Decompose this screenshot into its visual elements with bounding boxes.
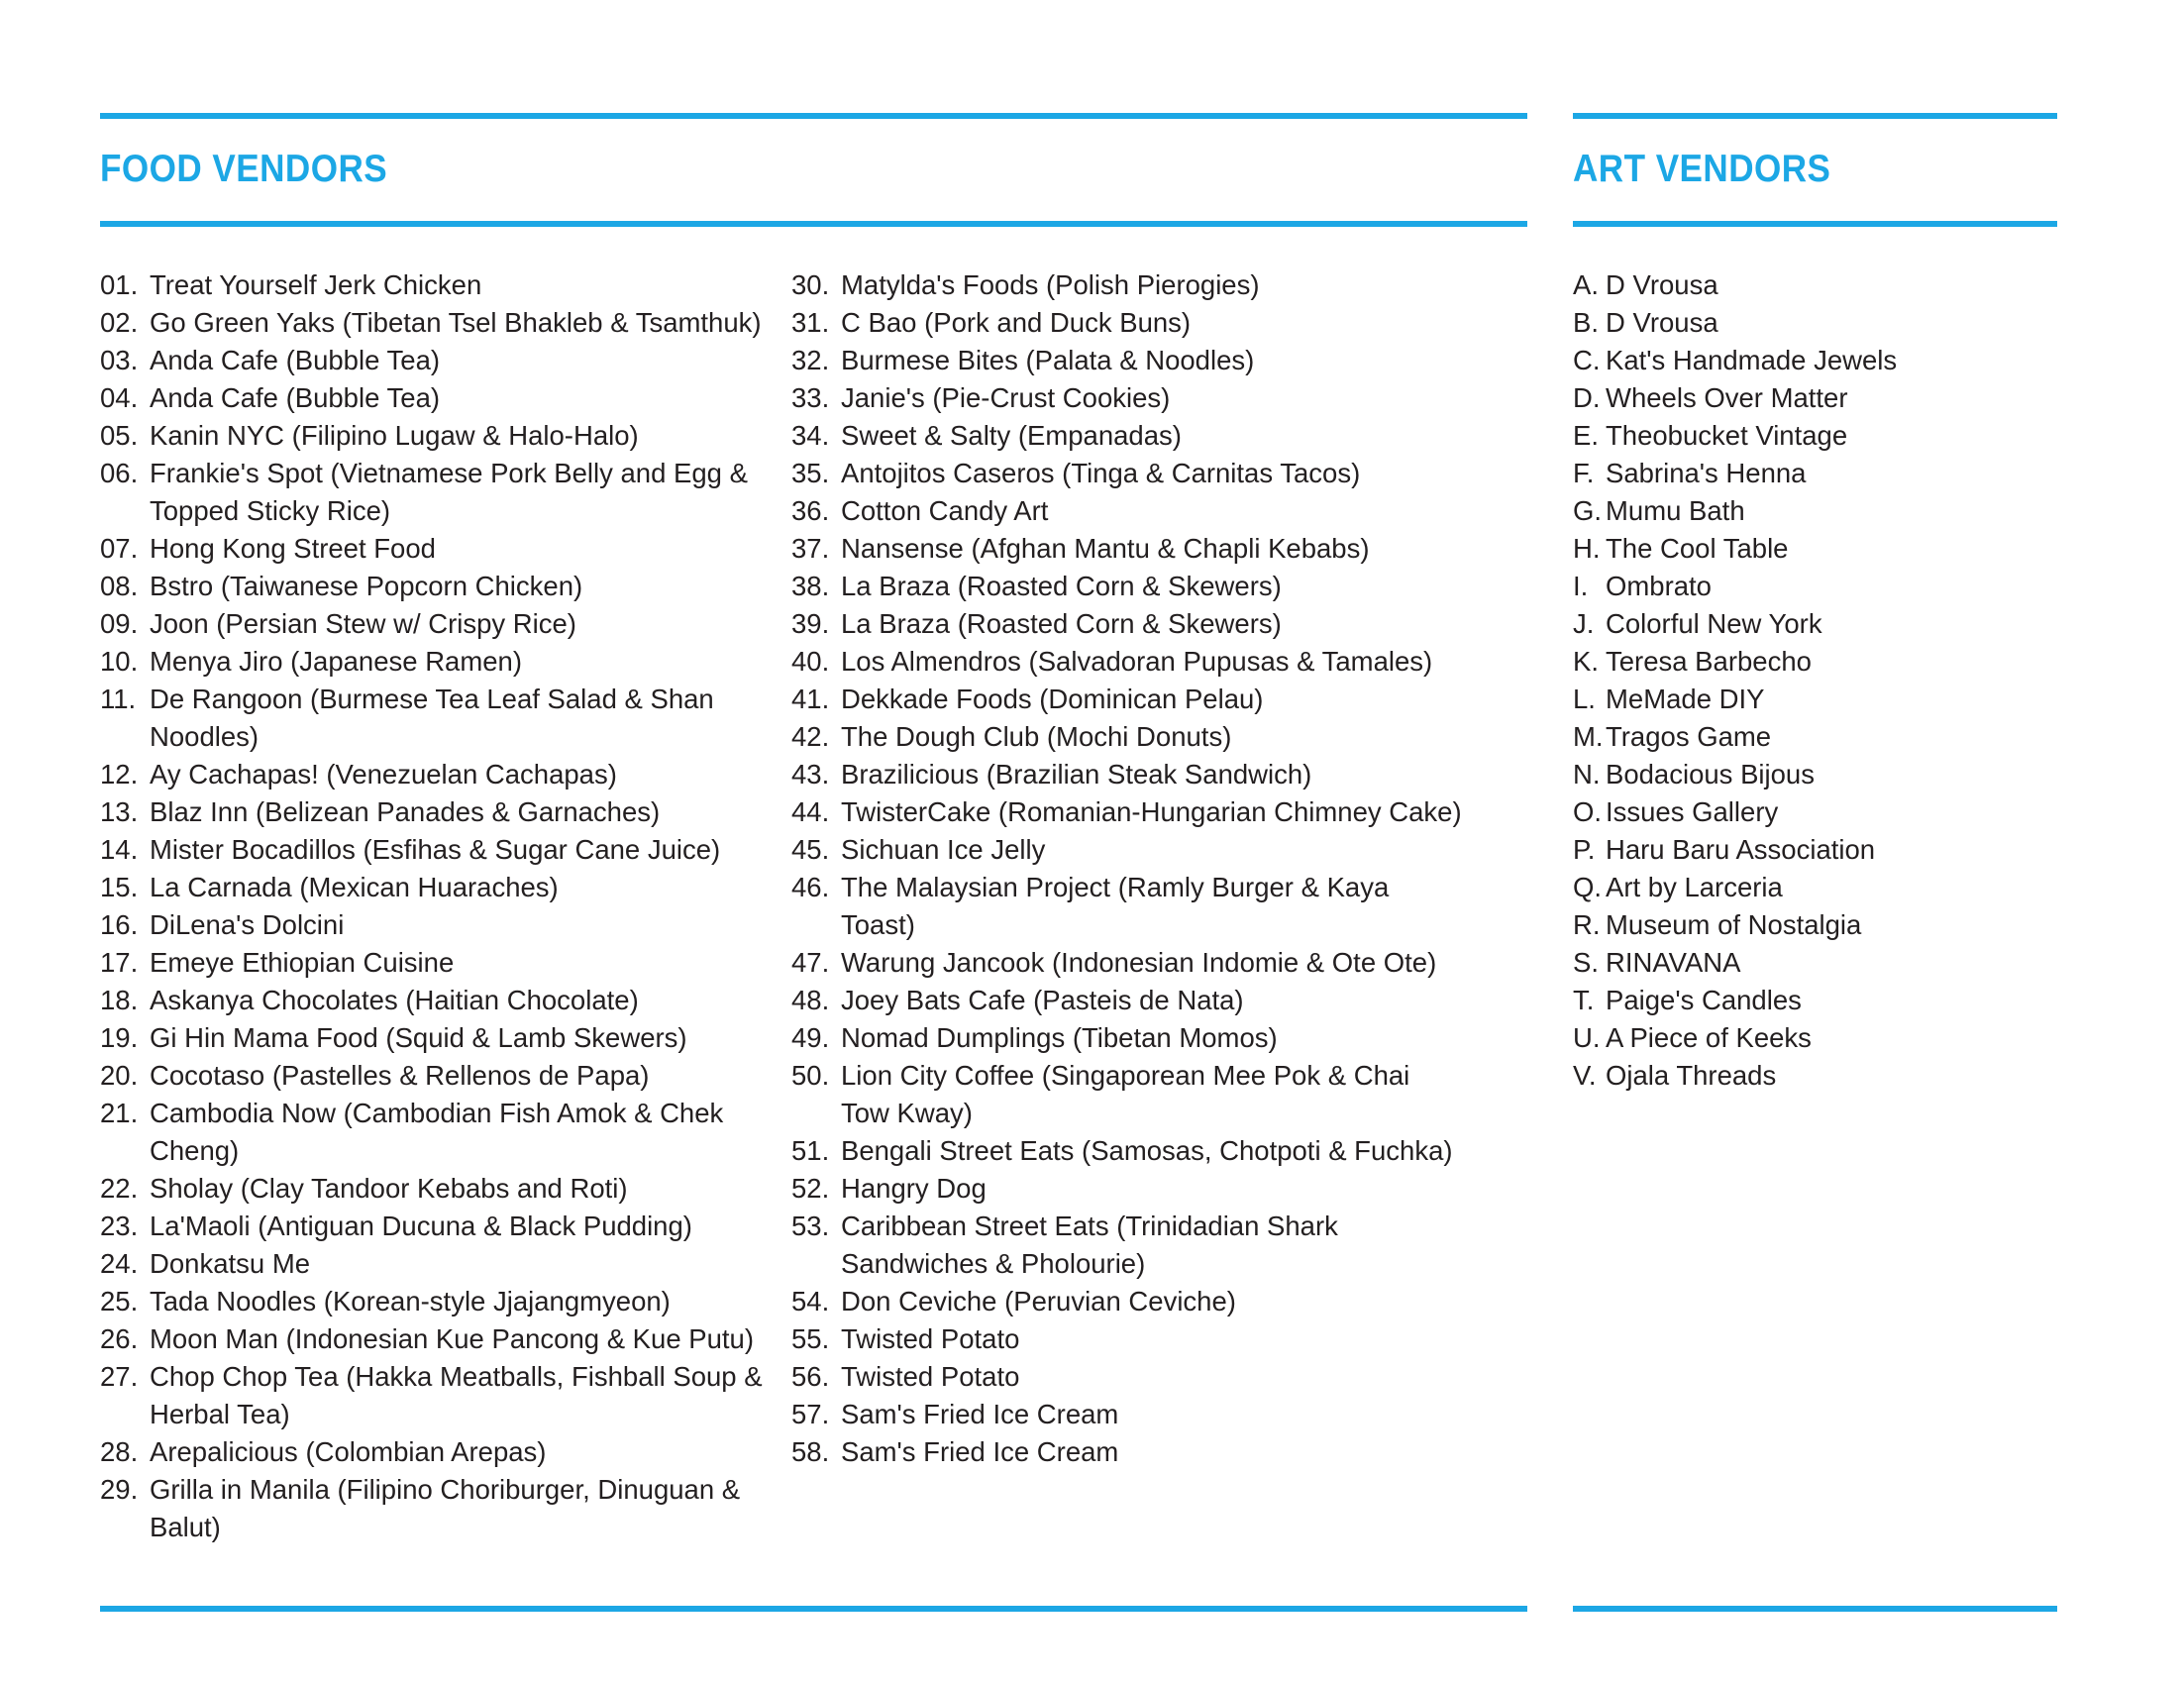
vendor-list-item xyxy=(791,304,1475,342)
vendor-number: 06. xyxy=(100,458,139,488)
vendor-number: M. xyxy=(1573,721,1604,752)
vendor-number: A. xyxy=(1573,269,1599,300)
vendor-list-item xyxy=(791,1170,1475,1208)
vendor-number: 47. xyxy=(791,947,830,978)
vendor-list-item xyxy=(791,1320,1475,1358)
vendor-number: 04. xyxy=(100,382,139,413)
vendor-list-item xyxy=(100,266,774,304)
vendor-number: 24. xyxy=(100,1248,139,1279)
vendor-name: Burmese Bites (Palata & Noodles) xyxy=(841,345,1255,375)
vendor-list-item xyxy=(100,793,774,831)
vendor-number: 53. xyxy=(791,1211,830,1241)
vendor-list-item xyxy=(100,1170,774,1208)
vendor-list-item xyxy=(100,379,774,417)
vendor-name: Hangry Dog xyxy=(841,1173,987,1204)
vendor-list-item xyxy=(791,643,1475,681)
vendor-name: Teresa Barbecho xyxy=(1606,646,1812,677)
vendor-number: 01. xyxy=(100,269,139,300)
vendor-list-item xyxy=(100,417,774,455)
vendor-list-item xyxy=(791,1433,1475,1471)
vendor-number: 14. xyxy=(100,834,139,865)
vendor-name: The Dough Club (Mochi Donuts) xyxy=(841,721,1232,752)
vendor-list-item xyxy=(791,568,1475,605)
vendor-name: The Cool Table xyxy=(1606,533,1789,564)
vendor-list-item xyxy=(791,944,1475,982)
vendor-list-item xyxy=(100,944,774,982)
vendor-list-item xyxy=(1573,304,2048,342)
food-vendors-list-column-1 xyxy=(100,266,774,1546)
vendor-number: 03. xyxy=(100,345,139,375)
vendor-list-item xyxy=(1573,756,2048,793)
vendor-name: Cocotaso (Pastelles & Rellenos de Papa) xyxy=(150,1060,650,1091)
vendor-name: Cambodia Now (Cambodian Fish Amok & Chek xyxy=(150,1098,724,1128)
vendor-name: Los Almendros (Salvadoran Pupusas & Tamales) xyxy=(841,646,1433,677)
vendor-name: Sam's Fried Ice Cream xyxy=(841,1436,1119,1467)
vendor-list-item xyxy=(1573,605,2048,643)
vendor-number: 54. xyxy=(791,1286,830,1316)
vendor-list-item xyxy=(791,266,1475,304)
vendor-number: 36. xyxy=(791,495,830,526)
vendor-number: L. xyxy=(1573,684,1596,714)
vendor-number: 37. xyxy=(791,533,830,564)
vendor-name: Brazilicious (Brazilian Steak Sandwich) xyxy=(841,759,1312,790)
vendor-name: Haru Baru Association xyxy=(1606,834,1876,865)
vendor-list-item xyxy=(1573,982,2048,1019)
vendor-number: 05. xyxy=(100,420,139,451)
vendor-number: S. xyxy=(1573,947,1599,978)
vendor-list-item xyxy=(1573,342,2048,379)
vendor-name: Sichuan Ice Jelly xyxy=(841,834,1046,865)
vendor-name: Tada Noodles (Korean-style Jjajangmyeon) xyxy=(150,1286,671,1316)
vendor-list-item xyxy=(791,831,1475,869)
vendor-name: A Piece of Keeks xyxy=(1606,1022,1812,1053)
vendor-name: Sweet & Salty (Empanadas) xyxy=(841,420,1182,451)
vendor-list-item xyxy=(100,1019,774,1057)
vendor-number: 50. xyxy=(791,1060,830,1091)
vendor-name: Treat Yourself Jerk Chicken xyxy=(150,269,482,300)
vendor-number: 35. xyxy=(791,458,830,488)
food-bottom-rule xyxy=(100,1606,1527,1612)
vendor-list-item xyxy=(100,568,774,605)
vendor-number: 46. xyxy=(791,872,830,902)
vendor-list-item xyxy=(1573,417,2048,455)
vendor-name-continued: Toast) xyxy=(841,909,915,940)
vendor-name: Nomad Dumplings (Tibetan Momos) xyxy=(841,1022,1278,1053)
vendor-number: 34. xyxy=(791,420,830,451)
vendor-number: I. xyxy=(1573,571,1589,601)
vendor-number: 55. xyxy=(791,1323,830,1354)
vendor-name: Joey Bats Cafe (Pasteis de Nata) xyxy=(841,985,1244,1015)
vendor-name: RINAVANA xyxy=(1606,947,1741,978)
vendor-number: 48. xyxy=(791,985,830,1015)
vendor-name: The Malaysian Project (Ramly Burger & Kaya xyxy=(841,872,1390,902)
vendor-name-continued: Balut) xyxy=(150,1512,221,1542)
vendor-list-item xyxy=(791,982,1475,1019)
vendor-name: DiLena's Dolcini xyxy=(150,909,345,940)
vendor-number: 57. xyxy=(791,1399,830,1429)
vendor-list-item xyxy=(791,756,1475,793)
vendor-number: P. xyxy=(1573,834,1596,865)
vendor-list-item xyxy=(100,869,774,906)
vendor-number: F. xyxy=(1573,458,1595,488)
vendor-number: E. xyxy=(1573,420,1599,451)
vendor-list-item xyxy=(791,417,1475,455)
vendor-name-continued: Noodles) xyxy=(150,721,260,752)
vendor-name: Matylda's Foods (Polish Pierogies) xyxy=(841,269,1260,300)
vendor-name: Caribbean Street Eats (Trinidadian Shark xyxy=(841,1211,1338,1241)
vendor-number: 13. xyxy=(100,796,139,827)
vendor-name: La Carnada (Mexican Huaraches) xyxy=(150,872,559,902)
vendor-number: K. xyxy=(1573,646,1599,677)
vendor-number: 39. xyxy=(791,608,830,639)
vendor-name: Twisted Potato xyxy=(841,1323,1020,1354)
vendor-number: 02. xyxy=(100,307,139,338)
food-vendors-list-column-2 xyxy=(791,266,1475,1471)
vendor-name: Dekkade Foods (Dominican Pelau) xyxy=(841,684,1264,714)
vendor-name-continued: Topped Sticky Rice) xyxy=(150,495,391,526)
vendor-name: TwisterCake (Romanian-Hungarian Chimney Cake) xyxy=(841,796,1462,827)
vendor-name: Bodacious Bijous xyxy=(1606,759,1815,790)
vendor-list-item xyxy=(100,1471,774,1546)
vendor-name: La'Maoli (Antiguan Ducuna & Black Pudding) xyxy=(150,1211,692,1241)
vendor-number: 27. xyxy=(100,1361,139,1392)
vendor-number: 16. xyxy=(100,909,139,940)
vendor-list-item xyxy=(791,379,1475,417)
vendor-number: 26. xyxy=(100,1323,139,1354)
vendor-name: Moon Man (Indonesian Kue Pancong & Kue Putu) xyxy=(150,1323,754,1354)
vendor-name: Emeye Ethiopian Cuisine xyxy=(150,947,455,978)
vendor-list-item xyxy=(100,906,774,944)
vendor-name: Cotton Candy Art xyxy=(841,495,1049,526)
vendor-name-continued: Sandwiches & Pholourie) xyxy=(841,1248,1146,1279)
vendor-name: Gi Hin Mama Food (Squid & Lamb Skewers) xyxy=(150,1022,687,1053)
vendor-number: 21. xyxy=(100,1098,139,1128)
vendor-list-item xyxy=(791,793,1475,831)
vendor-name: Ay Cachapas! (Venezuelan Cachapas) xyxy=(150,759,617,790)
vendor-list-item xyxy=(791,605,1475,643)
vendor-list-item xyxy=(791,869,1475,944)
vendor-name: Hong Kong Street Food xyxy=(150,533,436,564)
art-heading-rule xyxy=(1573,221,2057,227)
vendor-list-item xyxy=(791,1208,1475,1283)
vendor-name: Arepalicious (Colombian Arepas) xyxy=(150,1436,547,1467)
vendor-name: Warung Jancook (Indonesian Indomie & Ote Ote) xyxy=(841,947,1437,978)
vendor-number: O. xyxy=(1573,796,1603,827)
vendor-number: 56. xyxy=(791,1361,830,1392)
vendor-number: N. xyxy=(1573,759,1601,790)
vendor-number: H. xyxy=(1573,533,1601,564)
vendor-name: Antojitos Caseros (Tinga & Carnitas Tacos) xyxy=(841,458,1361,488)
vendor-name: Go Green Yaks (Tibetan Tsel Bhakleb & Tsamthuk) xyxy=(150,307,762,338)
vendor-list-item xyxy=(100,1433,774,1471)
vendor-number: D. xyxy=(1573,382,1601,413)
vendor-list-item xyxy=(100,643,774,681)
vendor-name: La Braza (Roasted Corn & Skewers) xyxy=(841,608,1282,639)
vendor-name: Anda Cafe (Bubble Tea) xyxy=(150,345,441,375)
vendor-list-item xyxy=(100,756,774,793)
vendor-list-item xyxy=(100,342,774,379)
vendor-number: 41. xyxy=(791,684,830,714)
vendor-list-item xyxy=(791,681,1475,718)
vendor-number: R. xyxy=(1573,909,1601,940)
vendor-list-item xyxy=(100,1208,774,1245)
vendor-list-item xyxy=(100,1057,774,1095)
vendor-name: Tragos Game xyxy=(1606,721,1772,752)
vendor-name-continued: Cheng) xyxy=(150,1135,240,1166)
art-bottom-rule xyxy=(1573,1606,2057,1612)
vendor-name: Frankie's Spot (Vietnamese Pork Belly and Egg & xyxy=(150,458,748,488)
vendor-number: 40. xyxy=(791,646,830,677)
vendor-name: Issues Gallery xyxy=(1606,796,1779,827)
vendor-name: Ombrato xyxy=(1606,571,1712,601)
vendor-name: Colorful New York xyxy=(1606,608,1822,639)
vendor-name: Art by Larceria xyxy=(1606,872,1783,902)
vendor-name: Bstro (Taiwanese Popcorn Chicken) xyxy=(150,571,583,601)
vendor-name: Sabrina's Henna xyxy=(1606,458,1807,488)
vendor-name: Mister Bocadillos (Esfihas & Sugar Cane Juice) xyxy=(150,834,721,865)
vendor-name: Theobucket Vintage xyxy=(1606,420,1848,451)
vendor-name: Lion City Coffee (Singaporean Mee Pok & Chai xyxy=(841,1060,1410,1091)
vendor-name: Donkatsu Me xyxy=(150,1248,311,1279)
vendor-name: Chop Chop Tea (Hakka Meatballs, Fishball Soup & xyxy=(150,1361,763,1392)
vendor-name-continued: Herbal Tea) xyxy=(150,1399,290,1429)
vendor-number: Q. xyxy=(1573,872,1603,902)
vendor-list-item xyxy=(1573,793,2048,831)
vendor-name: Janie's (Pie-Crust Cookies) xyxy=(841,382,1171,413)
vendor-list-item xyxy=(791,718,1475,756)
vendor-name: Sam's Fried Ice Cream xyxy=(841,1399,1119,1429)
vendor-number: V. xyxy=(1573,1060,1597,1091)
vendor-name: Ojala Threads xyxy=(1606,1060,1777,1091)
vendor-number: 33. xyxy=(791,382,830,413)
vendor-list-item xyxy=(791,1019,1475,1057)
art-top-rule xyxy=(1573,113,2057,119)
vendor-name: De Rangoon (Burmese Tea Leaf Salad & Shan xyxy=(150,684,714,714)
vendor-list-item xyxy=(100,1095,774,1170)
vendor-number: 07. xyxy=(100,533,139,564)
vendor-list-item xyxy=(100,831,774,869)
vendor-list-item xyxy=(1573,643,2048,681)
vendor-number: 09. xyxy=(100,608,139,639)
vendor-list-item xyxy=(1573,906,2048,944)
vendor-list-item xyxy=(1573,1057,2048,1095)
vendor-number: T. xyxy=(1573,985,1595,1015)
vendor-name: Askanya Chocolates (Haitian Chocolate) xyxy=(150,985,639,1015)
vendor-number: 29. xyxy=(100,1474,139,1505)
vendor-list-item xyxy=(100,1320,774,1358)
food-vendors-heading: FOOD VENDORS xyxy=(100,148,388,190)
food-heading-rule xyxy=(100,221,1527,227)
vendor-list-item xyxy=(1573,1019,2048,1057)
vendor-list-item xyxy=(1573,681,2048,718)
vendor-number: 58. xyxy=(791,1436,830,1467)
vendor-name: Anda Cafe (Bubble Tea) xyxy=(150,382,441,413)
vendor-list-item xyxy=(1573,568,2048,605)
vendor-list-item xyxy=(100,1283,774,1320)
vendor-name: Twisted Potato xyxy=(841,1361,1020,1392)
vendor-list-item xyxy=(791,1283,1475,1320)
vendor-list-item xyxy=(1573,718,2048,756)
vendor-number: 51. xyxy=(791,1135,830,1166)
vendor-list-item xyxy=(791,455,1475,492)
vendor-name: La Braza (Roasted Corn & Skewers) xyxy=(841,571,1282,601)
vendor-list-item xyxy=(100,605,774,643)
vendor-number: 32. xyxy=(791,345,830,375)
vendor-name: Grilla in Manila (Filipino Choriburger, Dinuguan & xyxy=(150,1474,741,1505)
vendor-number: U. xyxy=(1573,1022,1601,1053)
vendor-number: 10. xyxy=(100,646,139,677)
vendor-number: 49. xyxy=(791,1022,830,1053)
vendor-list-item xyxy=(100,455,774,530)
vendor-name: Blaz Inn (Belizean Panades & Garnaches) xyxy=(150,796,661,827)
vendor-number: 45. xyxy=(791,834,830,865)
vendor-list-item xyxy=(1573,455,2048,492)
vendor-list-item xyxy=(791,492,1475,530)
food-top-rule xyxy=(100,113,1527,119)
vendor-number: 31. xyxy=(791,307,830,338)
vendor-name: Museum of Nostalgia xyxy=(1606,909,1862,940)
vendor-name: Menya Jiro (Japanese Ramen) xyxy=(150,646,523,677)
vendor-number: 08. xyxy=(100,571,139,601)
vendor-list-item xyxy=(791,342,1475,379)
vendor-name: Kat's Handmade Jewels xyxy=(1606,345,1898,375)
vendor-number: 15. xyxy=(100,872,139,902)
vendor-list-item xyxy=(791,1396,1475,1433)
vendor-name: Sholay (Clay Tandoor Kebabs and Roti) xyxy=(150,1173,628,1204)
vendor-list-item xyxy=(791,530,1475,568)
vendor-number: 20. xyxy=(100,1060,139,1091)
vendor-number: 28. xyxy=(100,1436,139,1467)
vendor-list-item xyxy=(100,304,774,342)
vendor-list-item xyxy=(1573,492,2048,530)
vendor-name: Wheels Over Matter xyxy=(1606,382,1848,413)
vendor-list-item xyxy=(1573,831,2048,869)
vendor-list-item xyxy=(100,681,774,756)
vendor-number: 52. xyxy=(791,1173,830,1204)
vendor-name: Bengali Street Eats (Samosas, Chotpoti & Fuchka) xyxy=(841,1135,1453,1166)
vendor-number: 11. xyxy=(100,684,137,714)
vendor-name: D Vrousa xyxy=(1606,307,1718,338)
vendor-number: 12. xyxy=(100,759,139,790)
vendor-name: Nansense (Afghan Mantu & Chapli Kebabs) xyxy=(841,533,1370,564)
vendor-name: C Bao (Pork and Duck Buns) xyxy=(841,307,1192,338)
vendor-number: 19. xyxy=(100,1022,139,1053)
vendor-number: C. xyxy=(1573,345,1601,375)
vendor-name: Kanin NYC (Filipino Lugaw & Halo-Halo) xyxy=(150,420,639,451)
vendor-name: Joon (Persian Stew w/ Crispy Rice) xyxy=(150,608,576,639)
vendor-name: Mumu Bath xyxy=(1606,495,1745,526)
vendor-name: Don Ceviche (Peruvian Ceviche) xyxy=(841,1286,1236,1316)
vendor-list-item xyxy=(100,1245,774,1283)
vendor-list-item xyxy=(1573,869,2048,906)
art-vendors-heading: ART VENDORS xyxy=(1573,148,1831,190)
vendor-number: 38. xyxy=(791,571,830,601)
vendor-number: B. xyxy=(1573,307,1599,338)
vendor-list-item xyxy=(1573,266,2048,304)
vendor-list-item xyxy=(100,1358,774,1433)
vendor-list-item xyxy=(1573,944,2048,982)
art-vendors-list xyxy=(1573,266,2048,1095)
vendor-number: 30. xyxy=(791,269,830,300)
vendor-list-item xyxy=(100,530,774,568)
vendor-number: 22. xyxy=(100,1173,139,1204)
vendor-name-continued: Tow Kway) xyxy=(841,1098,973,1128)
vendor-number: G. xyxy=(1573,495,1603,526)
vendor-list-item xyxy=(1573,530,2048,568)
vendor-number: 17. xyxy=(100,947,139,978)
vendor-number: 25. xyxy=(100,1286,139,1316)
vendor-number: 43. xyxy=(791,759,830,790)
vendor-number: 42. xyxy=(791,721,830,752)
vendor-number: J. xyxy=(1573,608,1595,639)
vendor-number: 44. xyxy=(791,796,830,827)
vendor-name: D Vrousa xyxy=(1606,269,1718,300)
vendor-list-item xyxy=(791,1358,1475,1396)
vendor-list-item xyxy=(791,1057,1475,1132)
vendor-list-item xyxy=(100,982,774,1019)
vendor-name: Paige's Candles xyxy=(1606,985,1802,1015)
vendor-number: 18. xyxy=(100,985,139,1015)
vendor-number: 23. xyxy=(100,1211,139,1241)
vendor-list-item xyxy=(1573,379,2048,417)
vendor-name: MeMade DIY xyxy=(1606,684,1765,714)
vendor-list-item xyxy=(791,1132,1475,1170)
